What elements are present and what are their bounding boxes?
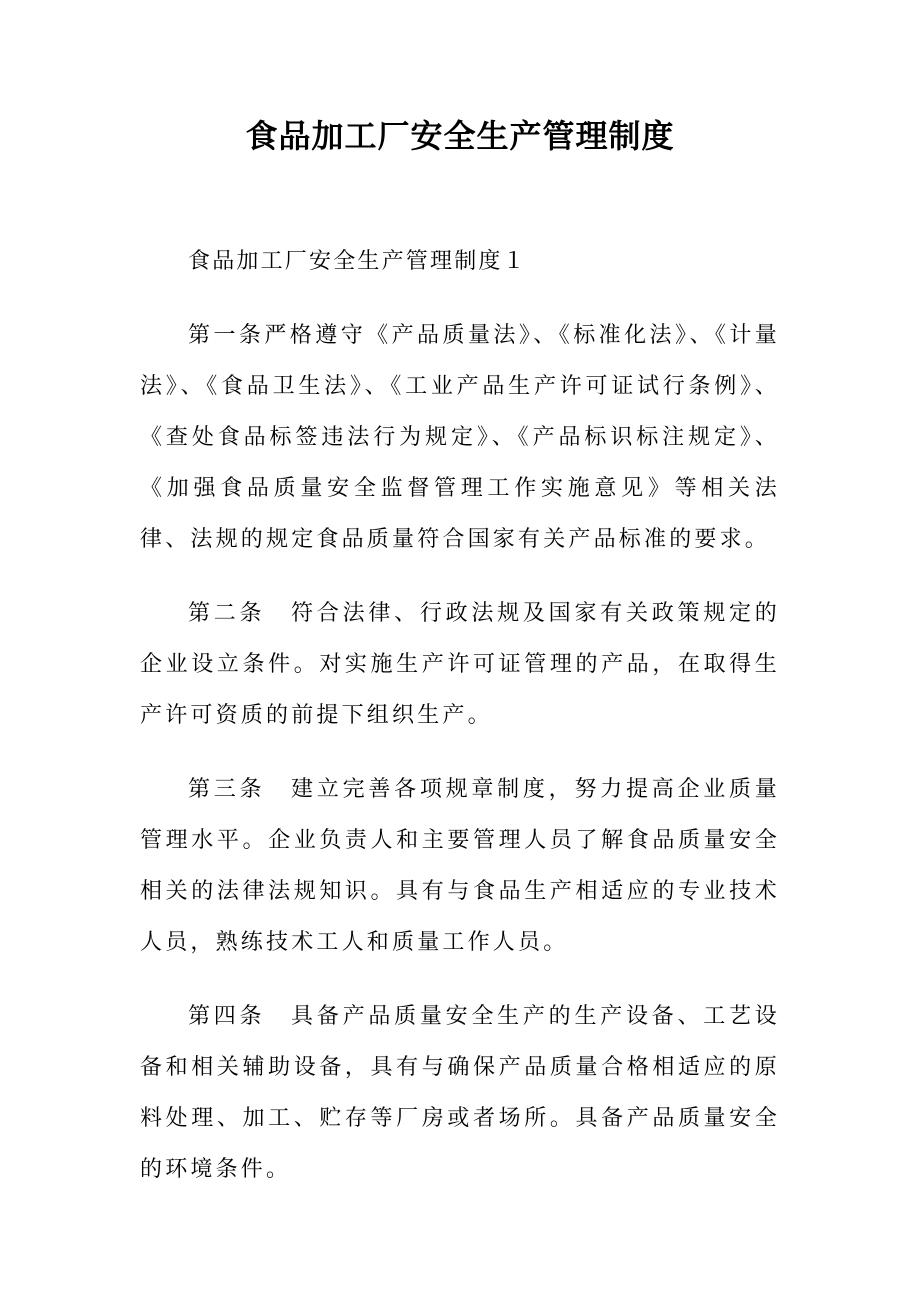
article-1-paragraph: 第一条严格遵守《产品质量法》、《标准化法》、《计量法》、《食品卫生法》、《工业产品生产许可证试行条例》、《查处食品标签违法行为规定》、《产品标识标注规定》、《加强食品质量安全监督管理工作实施意见》等相关法律、法规的规定食品质量符合国家有关产品标准的要求。: [140, 323, 780, 552]
document-title: 食品加工厂安全生产管理制度: [245, 117, 675, 155]
section-heading: 食品加工厂安全生产管理制度１: [188, 249, 527, 274]
document-body: [140, 236, 780, 1218]
article-4-paragraph: 第四条 具备产品质量安全生产的生产设备、工艺设备和相关辅助设备，具有与确保产品质量合格相适应的原料处理、加工、贮存等厂房或者场所。具备产品质量安全的环境条件。: [140, 1004, 780, 1182]
article-3-paragraph: 第三条 建立完善各项规章制度，努力提高企业质量管理水平。企业负责人和主要管理人员了解食品质量安全相关的法律法规知识。具有与食品生产相适应的专业技术人员，熟练技术工人和质量工作人员。: [140, 777, 780, 955]
article-2-paragraph: 第二条 符合法律、行政法规及国家有关政策规定的企业设立条件。对实施生产许可证管理的产品，在取得生产许可资质的前提下组织生产。: [140, 601, 780, 728]
